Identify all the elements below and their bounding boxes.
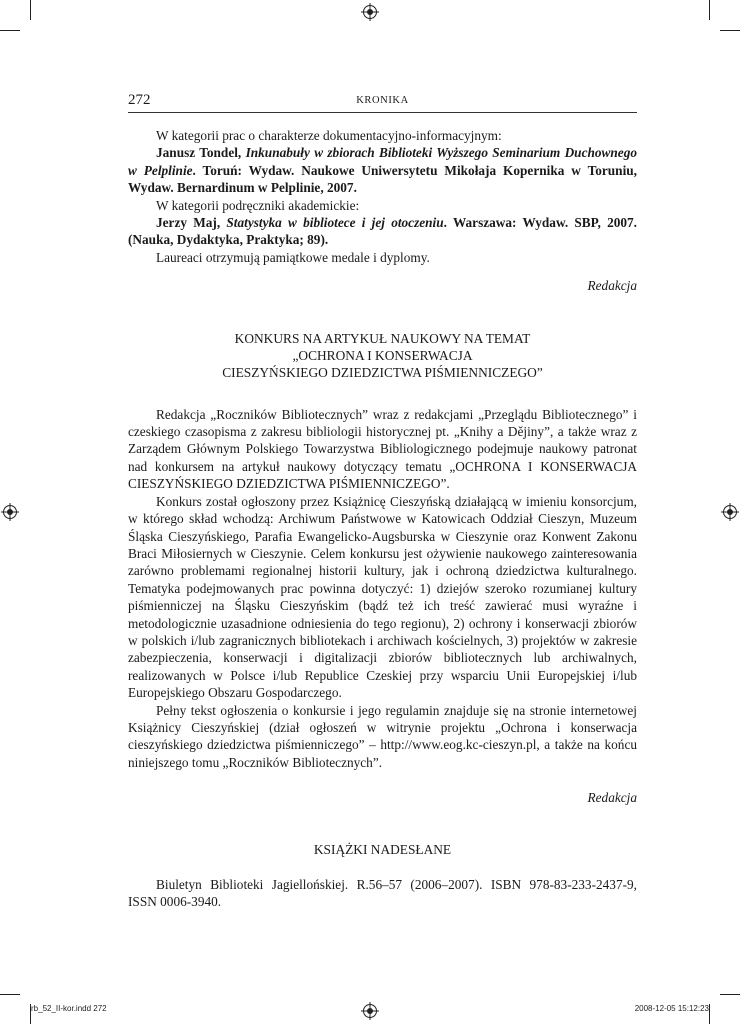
award-entry: [128, 144, 637, 196]
registration-mark-icon: [3, 505, 17, 519]
paragraph: Konkurs został ogłoszony przez Książnicę Cieszyńską działającą w imieniu konsorcjum, w którego skład wchodzą: Archiwum Państwowe w Katowicach Oddział Cieszyn, Muzeum Śląska Cieszyńskiego, Parafia Ewangelicko-Augsburska w Cieszynie oraz Konwent Zakonu Braci Miłosiernych w Cieszynie. Celem konkursu jest ożywienie naukowego zainteresowania zarówno problemami regionalnej historii kultury, jak i ochroną dziedzictwa kulturalnego. Tematyka podejmowanych prac powinna dotyczyć: 1) dziejów szeroko rozumianej kultury piśmienniczej na Śląsku Cieszyńskim (bądź też ich treść zawierać musi wyraźne i metodologicznie uzasadnione odniesienia do tego regionu), 2) ochrony i konserwacji zbiorów w polskich i/lub zagranicznych bibliotekach i archiwach kościelnych, 3) projektów w zakresie zabezpieczenia, konserwacji i digitalizacji zbiorów bibliotecznych lub archiwalnych, realizowanych w Polsce i/lub Republice Czeskiej przy wsparciu Unii Europejskiej i/lub Europejskiego Obszaru Gospodarczego.: [128, 493, 637, 701]
award-section: [128, 127, 637, 295]
crop-mark: [709, 1004, 710, 1024]
crop-mark: [720, 994, 740, 995]
entry-publication: . Toruń: Wydaw. Naukowe Uniwersytetu Mikołaja Kopernika w Toruniu, Wydaw. Bernardinum w Pelplinie, 2007.: [128, 162, 637, 196]
title-line: KONKURS NA ARTYKUŁ NAUKOWY NA TEMAT: [234, 330, 531, 346]
paragraph: Pełny tekst ogłoszenia o konkursie i jego regulamin znajduje się na stronie internetowej Książnicy Cieszyńskiej (dział ogłoszeń w witrynie projektu „Ochrona i konserwacja cieszyńskiego dziedzictwa piśmienniczego” – http://www.eog.kc-cieszyn.pl, a także na końcu niniejszego tomu „Roczników Bibliotecznych”.: [128, 702, 637, 770]
entry-author: Jerzy Maj,: [156, 215, 227, 231]
category-label: W kategorii podręczniki akademickie:: [156, 197, 360, 213]
crop-mark: [720, 30, 740, 31]
page-body: [128, 127, 637, 910]
signature: Redakcja: [587, 278, 637, 294]
timestamp-slug: 2008-12-05 15:12:23: [634, 1004, 709, 1013]
laureates-note: Laureaci otrzymują pamiątkowe medale i dyplomy.: [156, 249, 430, 265]
award-entry: [128, 214, 637, 249]
contest-section: [128, 330, 637, 807]
title-line: CIESZYŃSKIEGO DZIEDZICTWA PIŚMIENNICZEGO”: [222, 364, 543, 380]
entry-author: Janusz Tondel,: [156, 145, 246, 161]
page-number: 272: [128, 92, 151, 108]
running-head-title: KRONIKA: [356, 95, 409, 106]
crop-mark: [30, 0, 31, 20]
category-label: W kategorii prac o charakterze dokumentacyjno-informacyjnym:: [156, 128, 502, 143]
registration-mark-icon: [723, 505, 737, 519]
books-section: [128, 841, 637, 911]
registration-mark-icon: [363, 5, 377, 19]
signature: Redakcja: [587, 790, 637, 806]
crop-mark: [0, 30, 20, 31]
file-slug: rb_52_II-kor.indd 272: [31, 1004, 107, 1013]
entry-title: Statystyka w bibliotece i jej otoczeniu: [226, 215, 444, 231]
running-header: [128, 92, 637, 113]
crop-mark: [0, 994, 20, 995]
entry-publication: . Warszawa: Wydaw. SBP, 2007. (Nauka, Dydaktyka, Praktyka; 89).: [128, 215, 637, 248]
section-title: KSIĄŻKI NADESŁANE: [313, 841, 452, 857]
paragraph: Redakcja „Roczników Bibliotecznych” wraz z redakcjami „Przeglądu Bibliotecznego” i czeskiego czasopisma z zakresu bibliologii historycznej pt. „Knihy a Dějiny”, a także wraz z Zarządem Głównym Polskiego Towarzystwa Bibliologicznego podejmuje naukowy patronat nad konkursem na artykuł naukowy dotyczący tematu „OCHRONA I KONSERWACJA CIESZYŃSKIEGO DZIEDZICTWA PIŚMIENNICZEGO”.: [128, 406, 637, 492]
book-entry: Biuletyn Biblioteki Jagiellońskiej. R.56–57 (2006–2007). ISBN 978-83-233-2437-9, ISSN 0006-3940.: [128, 876, 637, 909]
title-line: „OCHRONA I KONSERWACJA: [292, 347, 473, 363]
entry-title: Inkunabuły w zbiorach Biblioteki Wyższego Seminarium Duchownego w Pelplinie: [128, 145, 637, 178]
registration-mark-icon: [363, 1004, 377, 1018]
section-title: [128, 330, 637, 381]
crop-mark: [709, 0, 710, 20]
